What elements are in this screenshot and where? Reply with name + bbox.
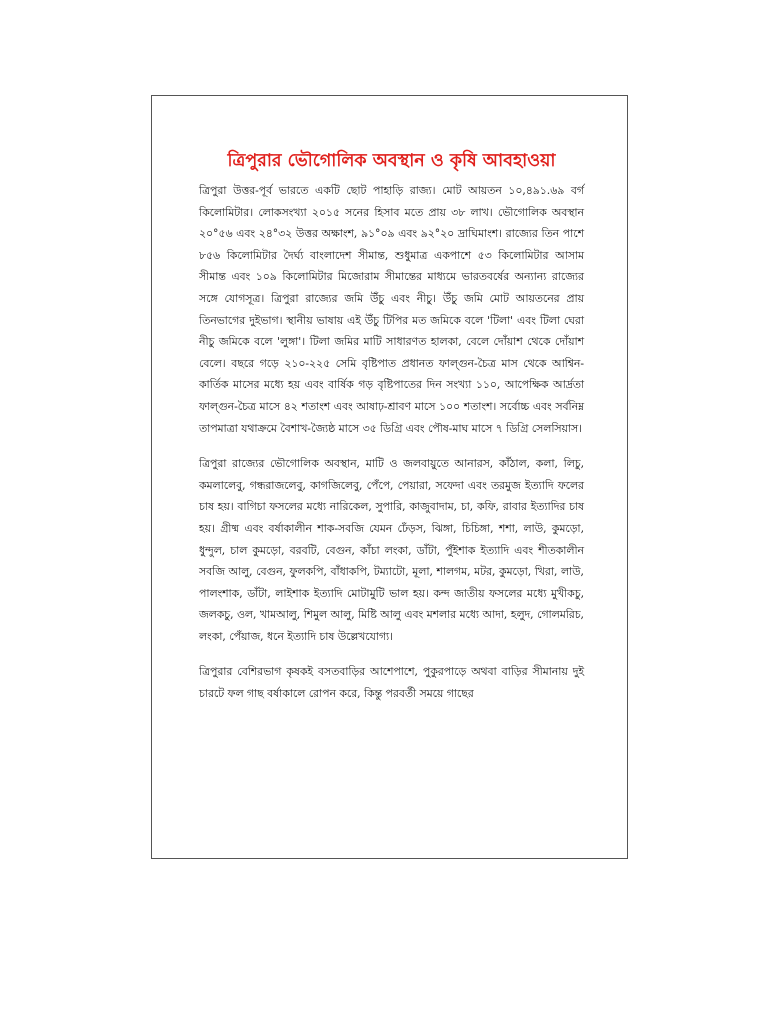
page-frame [151, 95, 628, 859]
document-body [199, 148, 584, 719]
paragraph-geography: ত্রিপুরা উত্তর-পূর্ব ভারতে একটি ছোট পাহাড়ি রাজ্য। মোট আয়তন ১০,৪৯১.৬৯ বর্গ কিলোমিটার। লোকসংখ্যা ২০১৫ সনের হিসাব মতে প্রায় ৩৮ লাখ। ভৌগোলিক অবস্থান ২০°৫৬ এবং ২৪°৩২ উত্তর অক্ষাংশ, ৯১°০৯ এবং ৯২°২০ দ্রাঘিমাংশ। রাজ্যের তিন পাশে ৮৫৬ কিলোমিটার দৈর্ঘ্য বাংলাদেশ সীমান্ত, শুধুমাত্র একপাশে ৫৩ কিলোমিটার আসাম সীমান্ত এবং ১০৯ কিলোমিটার মিজোরাম সীমান্তের মাধ্যমে ভারতবর্ষের অন্যান্য রাজ্যের সঙ্গে যোগসূত্র। ত্রিপুরা রাজ্যের জমি উঁচু এবং নীচু। উঁচু জমি মোট আয়তনের প্রায় তিনভাগের দুইভাগ। স্থানীয় ভাষায় এই উঁচু টিপির মত জমিকে বলে 'টিলা' এবং টিলা ঘেরা নীচু জমিকে বলে 'লুঙ্গা'। টিলা জমির মাটি সাধারণত হালকা, বেলে দোঁয়াশ থেকে দোঁয়াশ বেলে। বছরে গড়ে ২১০-২২৫ সেমি বৃষ্টিপাত প্রধানত ফাল্গুন-চৈত্র মাস থেকে আশ্বিন-কার্তিক মাসের মধ্যে হয় এবং বার্ষিক গড় বৃষ্টিপাতের দিন সংখ্যা ১১০, আপেক্ষিক আর্দ্রতা ফাল্গুন-চৈত্র মাসে ৪২ শতাংশ এবং আষাঢ়-শ্রাবণ মাসে ১০০ শতাংশ। সর্বোচ্চ এবং সর্বনিম্ন তাপমাত্রা যথাক্রমে বৈশাখ-জ্যৈষ্ঠ মাসে ৩৫ ডিগ্রি এবং পৌষ-মাঘ মাসে ৭ ডিগ্রি সেলসিয়াস। [199, 184, 584, 435]
document-title: ত্রিপুরার ভৌগোলিক অবস্থান ও কৃষি আবহাওয়া [227, 151, 556, 171]
paragraph-farmers: ত্রিপুরার বেশিরভাগ কৃষকই বসতবাড়ির আশেপাশে, পুকুরপাড়ে অথবা বাড়ির সীমানায় দুই চারটে ফল গাছ বর্ষাকালে রোপন করে, কিন্তু পরবর্তী সময়ে গাছের [199, 665, 584, 701]
paragraph-crops: ত্রিপুরা রাজ্যের ভৌগোলিক অবস্থান, মাটি ও জলবায়ুতে আনারস, কাঁঠাল, কলা, লিচু, কমলালেবু, গন্ধরাজলেবু, কাগজিলেবু, পেঁপে, পেয়ারা, সফেদা এবং তরমুজ ইত্যাদি ফলের চাষ হয়। বাগিচা ফসলের মধ্যে নারিকেল, সুপারি, কাজুবাদাম, চা, কফি, রাবার ইত্যাদির চাষ হয়। গ্রীষ্ম এবং বর্ষাকালীন শাক-সবজি যেমন ঢেঁড়স, ঝিঙ্গা, চিচিঙ্গা, শশা, লাউ, কুমড়ো, ধুন্দুল, চাল কুমড়ো, বরবটি, বেগুন, কাঁচা লংকা, ডাঁটা, পুঁইশাক ইত্যাদি এবং শীতকালীন সবজি আলু, বেগুন, ফুলকপি, বাঁধাকপি, টম্যাটো, মূলা, শালগম, মটর, কুমড়ো, খিরা, লাউ, পালংশাক, ডাঁটা, লাইশাক ইত্যাদি মোটামুটি ভাল হয়। কন্দ জাতীয় ফসলের মধ্যে মুখীকচু, জলকচু, ওল, খামআলু, শিমুল আলু, মিষ্টি আলু এবং মশলার মধ্যে আদা, হলুদ, গোলমরিচ, লংকা, পেঁয়াজ, ধনে ইত্যাদি চাষ উল্লেখযোগ্য। [199, 457, 584, 643]
